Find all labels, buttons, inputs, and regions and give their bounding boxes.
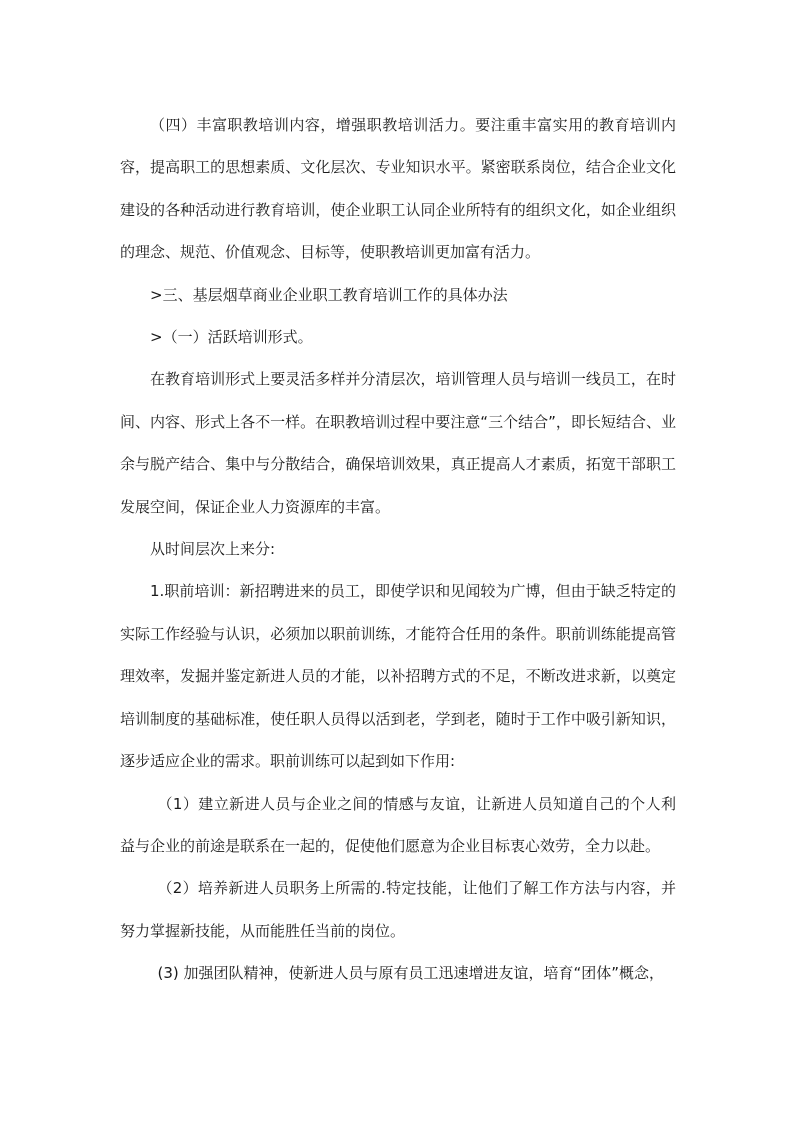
paragraph-time-levels: 从时间层次上来分: [150,540,276,559]
heading-section-three: >三、基层烟草商业企业职工教育培训工作的具体办法 [150,285,508,304]
list-item-1: （1）建立新进人员与企业之间的情感与友谊，让新进人员知道自己的个人利益与企业的前途是联系在一起的，促使他们愿意为企业目标衷心效劳，全力以赴。 [120,794,676,855]
list-item-2: （2）培养新进人员职务上所需的.特定技能，让他们了解工作方法与内容，并努力掌握新技能，从而能胜任当前的岗位。 [120,879,676,940]
list-item-3: (3) 加强团队精神，使新进人员与原有员工迅速增进友谊，培育“团体”概念， [157,964,665,983]
paragraph-training-forms: 在教育培训形式上要灵活多样并分清层次，培训管理人员与培训一线员工，在时间、内容、形式上各不一样。在职教培训过程中要注意“三个结合”，即长短结合、业余与脱产结合、集中与分散结合，确保培训效果，真正提高人才素质，拓宽干部职工发展空间，保证企业人力资源库的丰富。 [120,370,676,516]
subheading-training-forms: >（一）活跃培训形式。 [150,328,313,347]
paragraph-pre-job-training: 1.职前培训：新招聘进来的员工，即使学识和见闻较为广博，但由于缺乏特定的实际工作经验与认识，必须加以职前训练，才能符合任用的条件。职前训练能提高管理效率，发掘并鉴定新进人员的才能，以补招聘方式的不足，不断改进求新，以奠定培训制度的基础标准，使任职人员得以活到老，学到老，随时于工作中吸引新知识，逐步适应企业的需求。职前训练可以起到如下作用: [120,582,676,771]
document-page [120,104,676,995]
paragraph-section-four: （四）丰富职教培训内容，增强职教培训活力。要注重丰富实用的教育培训内容，提高职工的思想素质、文化层次、专业知识水平。紧密联系岗位，结合企业文化建设的各种活动进行教育培训，使企业职工认同企业所特有的组织文化，如企业组织的理念、规范、价值观念、目标等，使职教培训更加富有活力。 [120,116,676,262]
